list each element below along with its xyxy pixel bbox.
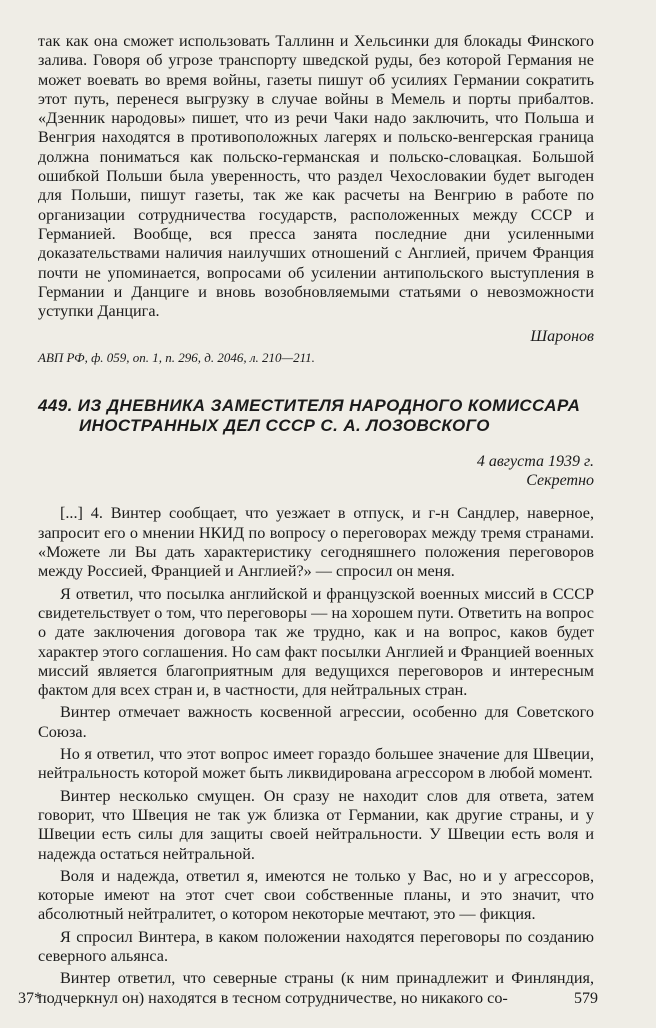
document-date: 4 августа 1939 г. [476,453,594,471]
body-paragraph: Винтер отмечает важность косвенной агрессии, особенно для Советского Союза. [38,703,594,741]
body-paragraph: [...] 4. Винтер сообщает, что уезжает в отпуск, и г-н Сандлер, наверное, запросит его о мнении НКИД по вопросу о переговорах между тремя странами. «Можете ли Вы дать характеристику сегодняшнего положения переговоров между Россией, Францией и Англией?» — спросил он меня. [38,504,594,581]
body-paragraph: Я ответил, что посылка английской и французской военных миссий в СССР свидетельствует о том, что переговоры — на хорошем пути. Ответить на вопрос о дате заключения договора так же трудно, как и на вопрос, каков будет характер этого соглашения. Но сам факт посылки Англией и Францией военных миссий является благоприятным для ведущихся переговоров и интересным фактом для всех стран и, в частности, для нейтральных стран. [38,584,594,700]
body-paragraph: Но я ответил, что этот вопрос имеет гораздо большее значение для Швеции, нейтральность которой может быть ликвидирована агрессором в любой момент. [38,745,594,783]
body-paragraph: Винтер ответил, что северные страны (к ним принадлежит и Финляндия, подчеркнул он) находятся в тесном сотрудничестве, но никакого со- [38,969,594,1007]
body-paragraph: Винтер несколько смущен. Он сразу не находит слов для ответа, затем говорит, что Швеция не так уж близка от Германии, как другие страны, и у Швеции есть силы для защиты своей нейтральности. У Швеции есть воля и надежда остаться нейтральной. [38,786,594,863]
document-body [38,504,594,1007]
printer-signature-mark: 37* [18,990,42,1007]
body-paragraph: Воля и надежда, ответил я, имеются не только у Вас, но и у агрессоров, которые имеют на этот счет свои собственные планы, и это значит, что абсолютный нейтралитет, о котором некоторые мечтают, это — фикция. [38,866,594,924]
classification-mark: Секретно [526,472,594,490]
heading-line-2: ИНОСТРАННЫХ ДЕЛ СССР С. А. ЛОЗОВСКОГО [79,416,490,436]
body-paragraph: Я спросил Винтера, в каком положении находятся переговоры по созданию северного альянса. [38,927,594,965]
date-block [38,452,594,490]
document-heading [38,396,594,436]
signature: Шаронов [530,328,594,346]
page-number: 579 [574,990,598,1007]
page-content [38,32,594,1008]
heading-line-1: 449. ИЗ ДНЕВНИКА ЗАМЕСТИТЕЛЯ НАРОДНОГО КОМИССАРА [38,396,581,416]
carryover-paragraph: так как она сможет использовать Таллинн и Хельсинки для блокады Финского залива. Говоря об угрозе транспорту шведской руды, без которой Германия не может воевать во время войны, газеты пишут об усилиях Германии сократить этот путь, перенеся выгрузку в случае войны в Мемель и порты прибалтов. «Дзенник народовы» пишет, что из речи Чаки надо заключить, что Польша и Венгрия находятся в противоположных лагерях и польско-венгерская граница должна пониматься как польско-германская и польско-словацкая. Большой ошибкой Польши была уверенность, что раздел Чехословакии будет выгоден для Польши, пишут газеты, так же как расчеты на Венгрию в работе по организации сотрудничества государств, расположенных между СССР и Германией. Вообще, вся пресса занята последние дни усиленными доказательствами наличия наилучших отношений с Англией, причем Франция почти не упоминается, вопросами об усилении антипольского выступления в Германии и Данциге и вновь возобновляемыми статьями о невозможности уступки Данцига. [38,32,594,321]
archive-reference: АВП РФ, ф. 059, оп. 1, п. 296, д. 2046, л. 210—211. [38,350,315,366]
